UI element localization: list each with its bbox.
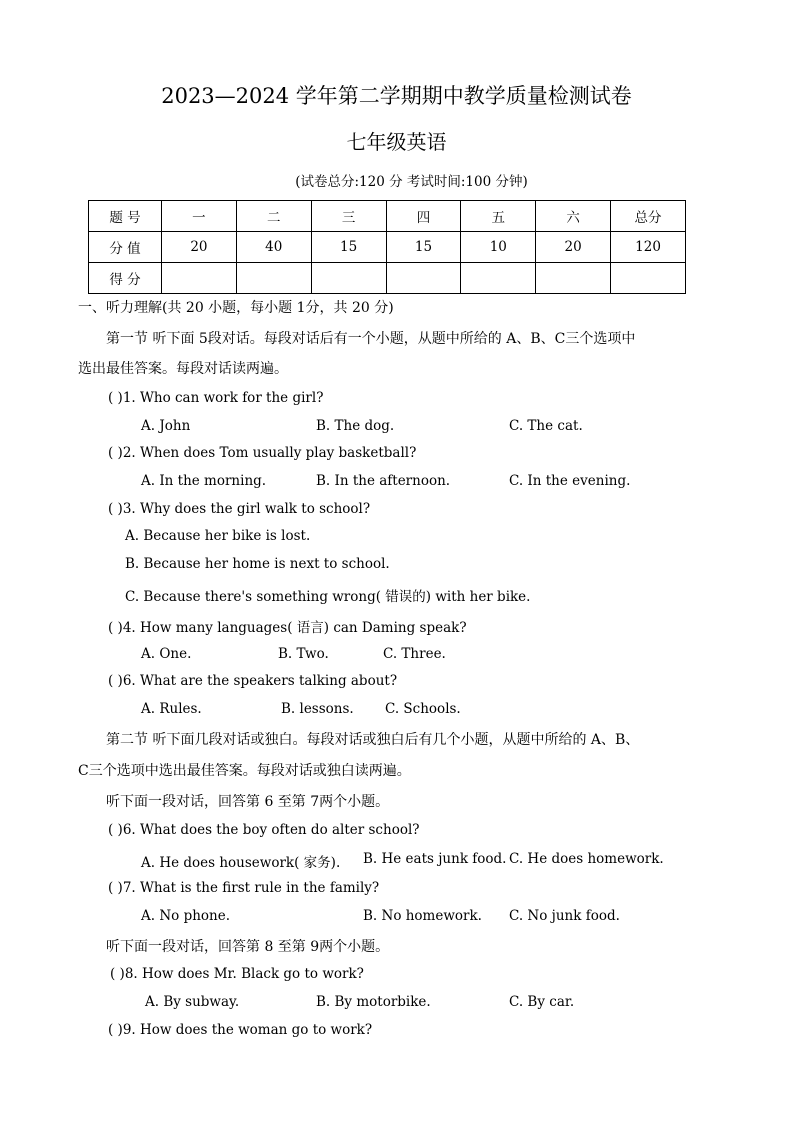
table-cell: 二	[236, 201, 311, 232]
score-input-cell[interactable]	[536, 263, 611, 294]
question-stem: ( )3. Why does the girl walk to school?	[108, 501, 371, 517]
question-stem: ( )7. What is the first rule in the family?	[108, 880, 380, 896]
table-cell: 40	[236, 232, 311, 263]
table-cell: 题 号	[89, 201, 162, 232]
table-row	[89, 263, 686, 294]
option-b: B. No homework.	[363, 908, 482, 924]
option-a: A. By subway.	[145, 994, 240, 1010]
option-b: B. He eats junk food.	[363, 851, 507, 867]
table-cell: 得 分	[89, 263, 162, 294]
table-row	[89, 201, 686, 232]
table-cell: 分 值	[89, 232, 162, 263]
option-b: B. The dog.	[316, 418, 395, 434]
instruction-text: 选出最佳答案。每段对话读两遍。	[78, 361, 288, 377]
option-a: A. Rules.	[141, 701, 202, 717]
question-stem: ( )1. Who can work for the girl?	[108, 390, 324, 406]
option-a: A. Because her bike is lost.	[125, 528, 311, 544]
instruction-text: 听下面一段对话，回答第 8 至第 9两个小题。	[106, 939, 390, 955]
option-c: C. Because there's something wrong( 错误的) with her bike.	[125, 589, 531, 605]
table-cell: 15	[311, 232, 386, 263]
option-b: B. Because her home is next to school.	[125, 556, 390, 572]
option-c: C. In the evening.	[509, 473, 631, 489]
option-c: C. By car.	[509, 994, 575, 1010]
option-a: A. He does housework( 家务).	[141, 855, 341, 871]
option-b: B. By motorbike.	[316, 994, 431, 1010]
table-cell: 10	[461, 232, 536, 263]
option-c: C. Three.	[383, 646, 446, 662]
score-input-cell[interactable]	[611, 263, 686, 294]
question-stem: ( )6. What are the speakers talking about?	[108, 673, 398, 689]
score-input-cell[interactable]	[236, 263, 311, 294]
table-cell: 五	[461, 201, 536, 232]
option-c: C. No junk food.	[509, 908, 620, 924]
page-title: 2023—2024 学年第二学期期中教学质量检测试卷	[161, 84, 632, 108]
table-cell: 三	[311, 201, 386, 232]
option-b: B. lessons.	[281, 701, 354, 717]
table-cell: 六	[536, 201, 611, 232]
table-cell: 总分	[611, 201, 686, 232]
table-cell: 15	[386, 232, 461, 263]
exam-meta: (试卷总分:120 分 考试时间:100 分钟)	[295, 174, 528, 190]
table-cell: 一	[162, 201, 237, 232]
table-cell: 20	[162, 232, 237, 263]
score-input-cell[interactable]	[311, 263, 386, 294]
table-row	[89, 232, 686, 263]
page-subtitle: 七年级英语	[346, 130, 447, 154]
question-stem: ( )4. How many languages( 语言) can Daming speak?	[108, 620, 467, 636]
question-stem: ( )6. What does the boy often do alter school?	[108, 822, 420, 838]
score-table	[88, 200, 686, 294]
score-input-cell[interactable]	[386, 263, 461, 294]
table-cell: 20	[536, 232, 611, 263]
question-stem: ( )2. When does Tom usually play basketball?	[108, 445, 417, 461]
section-heading: 一、听力理解(共 20 小题，每小题 1分，共 20 分)	[78, 300, 394, 316]
option-c: C. He does homework.	[509, 851, 664, 867]
option-a: A. One.	[141, 646, 192, 662]
table-cell: 120	[611, 232, 686, 263]
option-c: C. The cat.	[509, 418, 583, 434]
option-b: B. In the afternoon.	[316, 473, 451, 489]
score-input-cell[interactable]	[162, 263, 237, 294]
option-a: A. In the morning.	[141, 473, 267, 489]
instruction-text: C三个选项中选出最佳答案。每段对话或独白读两遍。	[78, 763, 411, 779]
option-c: C. Schools.	[385, 701, 461, 717]
instruction-text: 听下面一段对话，回答第 6 至第 7两个小题。	[106, 794, 390, 810]
option-a: A. John	[141, 418, 191, 434]
score-input-cell[interactable]	[461, 263, 536, 294]
table-cell: 四	[386, 201, 461, 232]
instruction-text: 第一节 听下面 5段对话。每段对话后有一个小题，从题中所给的 A、B、C三个选项中	[106, 331, 636, 347]
question-stem: ( )8. How does Mr. Black go to work?	[110, 966, 364, 982]
option-a: A. No phone.	[141, 908, 231, 924]
option-b: B. Two.	[278, 646, 329, 662]
question-stem: ( )9. How does the woman go to work?	[108, 1022, 373, 1038]
instruction-text: 第二节 听下面几段对话或独白。每段对话或独白后有几个小题，从题中所给的 A、B、	[106, 732, 640, 748]
